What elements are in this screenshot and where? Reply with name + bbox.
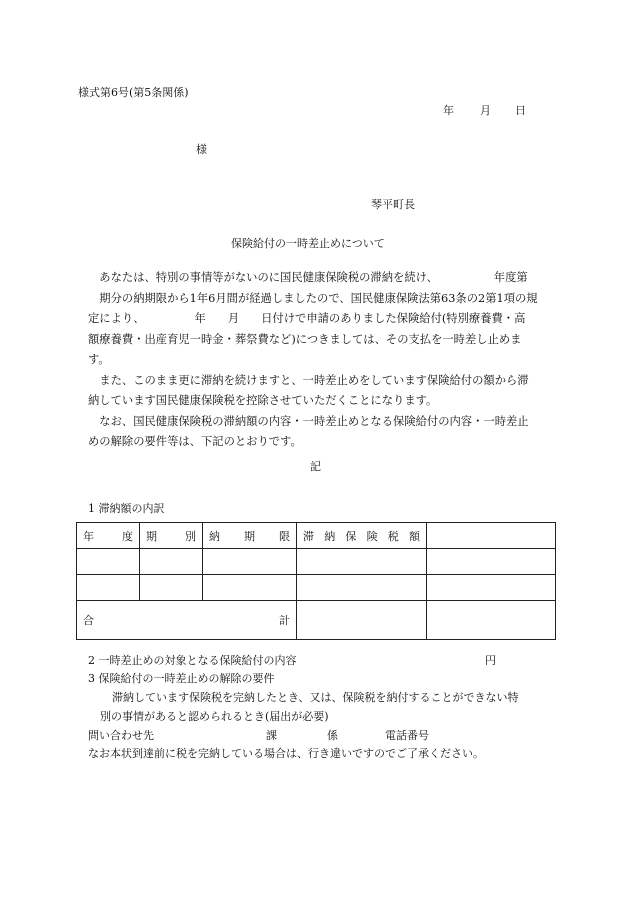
table-cell bbox=[77, 575, 140, 601]
table-cell bbox=[427, 549, 556, 575]
table-cell bbox=[297, 575, 427, 601]
body-line: 額療養費・出産育児一時金・葬祭費など)につきましては、その支払を一時差し止めま bbox=[88, 332, 522, 346]
addressee-suffix: 様 bbox=[196, 143, 207, 156]
table-cell bbox=[203, 575, 297, 601]
document-title: 保険給付の一時差止めについて bbox=[231, 237, 385, 250]
ki-heading: 記 bbox=[310, 460, 321, 473]
header-fiscal-year: 年 度 bbox=[77, 523, 140, 549]
section-1-title: 1 滞納額の内訳 bbox=[88, 502, 165, 515]
table-cell bbox=[297, 549, 427, 575]
section-2-title: 2 一時差止めの対象となる保険給付の内容 bbox=[88, 654, 297, 667]
total-blank-cell bbox=[427, 601, 556, 640]
body-line: あなたは、特別の事情等がないのに国民健康保険税の滞納を続け、 年度第 bbox=[99, 271, 528, 284]
table-cell bbox=[427, 575, 556, 601]
body-line: す。 bbox=[88, 353, 110, 366]
total-label-cell bbox=[77, 601, 297, 640]
section-3-line-1: 滞納しています保険税を完納したとき、又は、保険税を納付することができない特 bbox=[112, 691, 519, 704]
table-cell bbox=[77, 549, 140, 575]
section-3-title: 3 保険給付の一時差止めの解除の要件 bbox=[88, 672, 275, 685]
body-line: なお、国民健康保険税の滞納額の内容・一時差止めとなる保険給付の内容・一時差止 bbox=[99, 414, 529, 428]
header-period: 期 別 bbox=[140, 523, 203, 549]
sender-name: 琴平町長 bbox=[371, 198, 415, 211]
section-3-line-2: 別の事情があると認められるとき(届出が必要) bbox=[100, 710, 329, 723]
table-row bbox=[77, 575, 556, 601]
table-cell bbox=[203, 549, 297, 575]
table-total-row bbox=[77, 601, 556, 640]
body-line: めの解除の要件等は、下記のとおりです。 bbox=[88, 435, 302, 448]
body-text bbox=[88, 268, 552, 453]
header-due-date: 納 期 限 bbox=[203, 523, 297, 549]
body-line: 期分の納期限から1年6月間が経過しましたので、国民健康保険法第63条の2第1項の規 bbox=[99, 291, 538, 305]
contact-label: 問い合わせ先 bbox=[88, 729, 154, 742]
section-2-unit: 円 bbox=[485, 654, 496, 667]
body-line: 定により、 年 月 日付けで申請のありました保険給付(特別療養費・高 bbox=[88, 312, 526, 325]
date-year-label: 年 bbox=[443, 104, 454, 117]
arrears-table bbox=[76, 522, 556, 640]
table-row bbox=[77, 549, 556, 575]
contact-dept: 課 bbox=[266, 729, 277, 742]
footer-note: なお本状到達前に税を完納している場合は、行き違いですのでご了承ください。 bbox=[88, 747, 484, 760]
body-line: また、このまま更に滞納を続けますと、一時差止めをしています保険給付の額から滞 bbox=[99, 373, 529, 387]
contact-phone: 電話番号 bbox=[385, 729, 429, 742]
body-line: 納しています国民健康保険税を控除させていただくことになります。 bbox=[88, 394, 438, 407]
total-label-right: 計 bbox=[279, 614, 290, 627]
header-blank bbox=[427, 523, 556, 549]
table-cell bbox=[140, 575, 203, 601]
contact-section: 係 bbox=[327, 729, 338, 742]
date-day-label: 日 bbox=[515, 104, 526, 117]
table-header-row bbox=[77, 523, 556, 549]
total-amount-cell bbox=[297, 601, 427, 640]
form-number: 様式第6号(第5条関係) bbox=[78, 86, 189, 99]
date-month-label: 月 bbox=[480, 104, 491, 117]
table-cell bbox=[140, 549, 203, 575]
total-label-left: 合 bbox=[83, 614, 94, 627]
header-arrears-amount: 滞 納 保 険 税 額 bbox=[297, 523, 427, 549]
